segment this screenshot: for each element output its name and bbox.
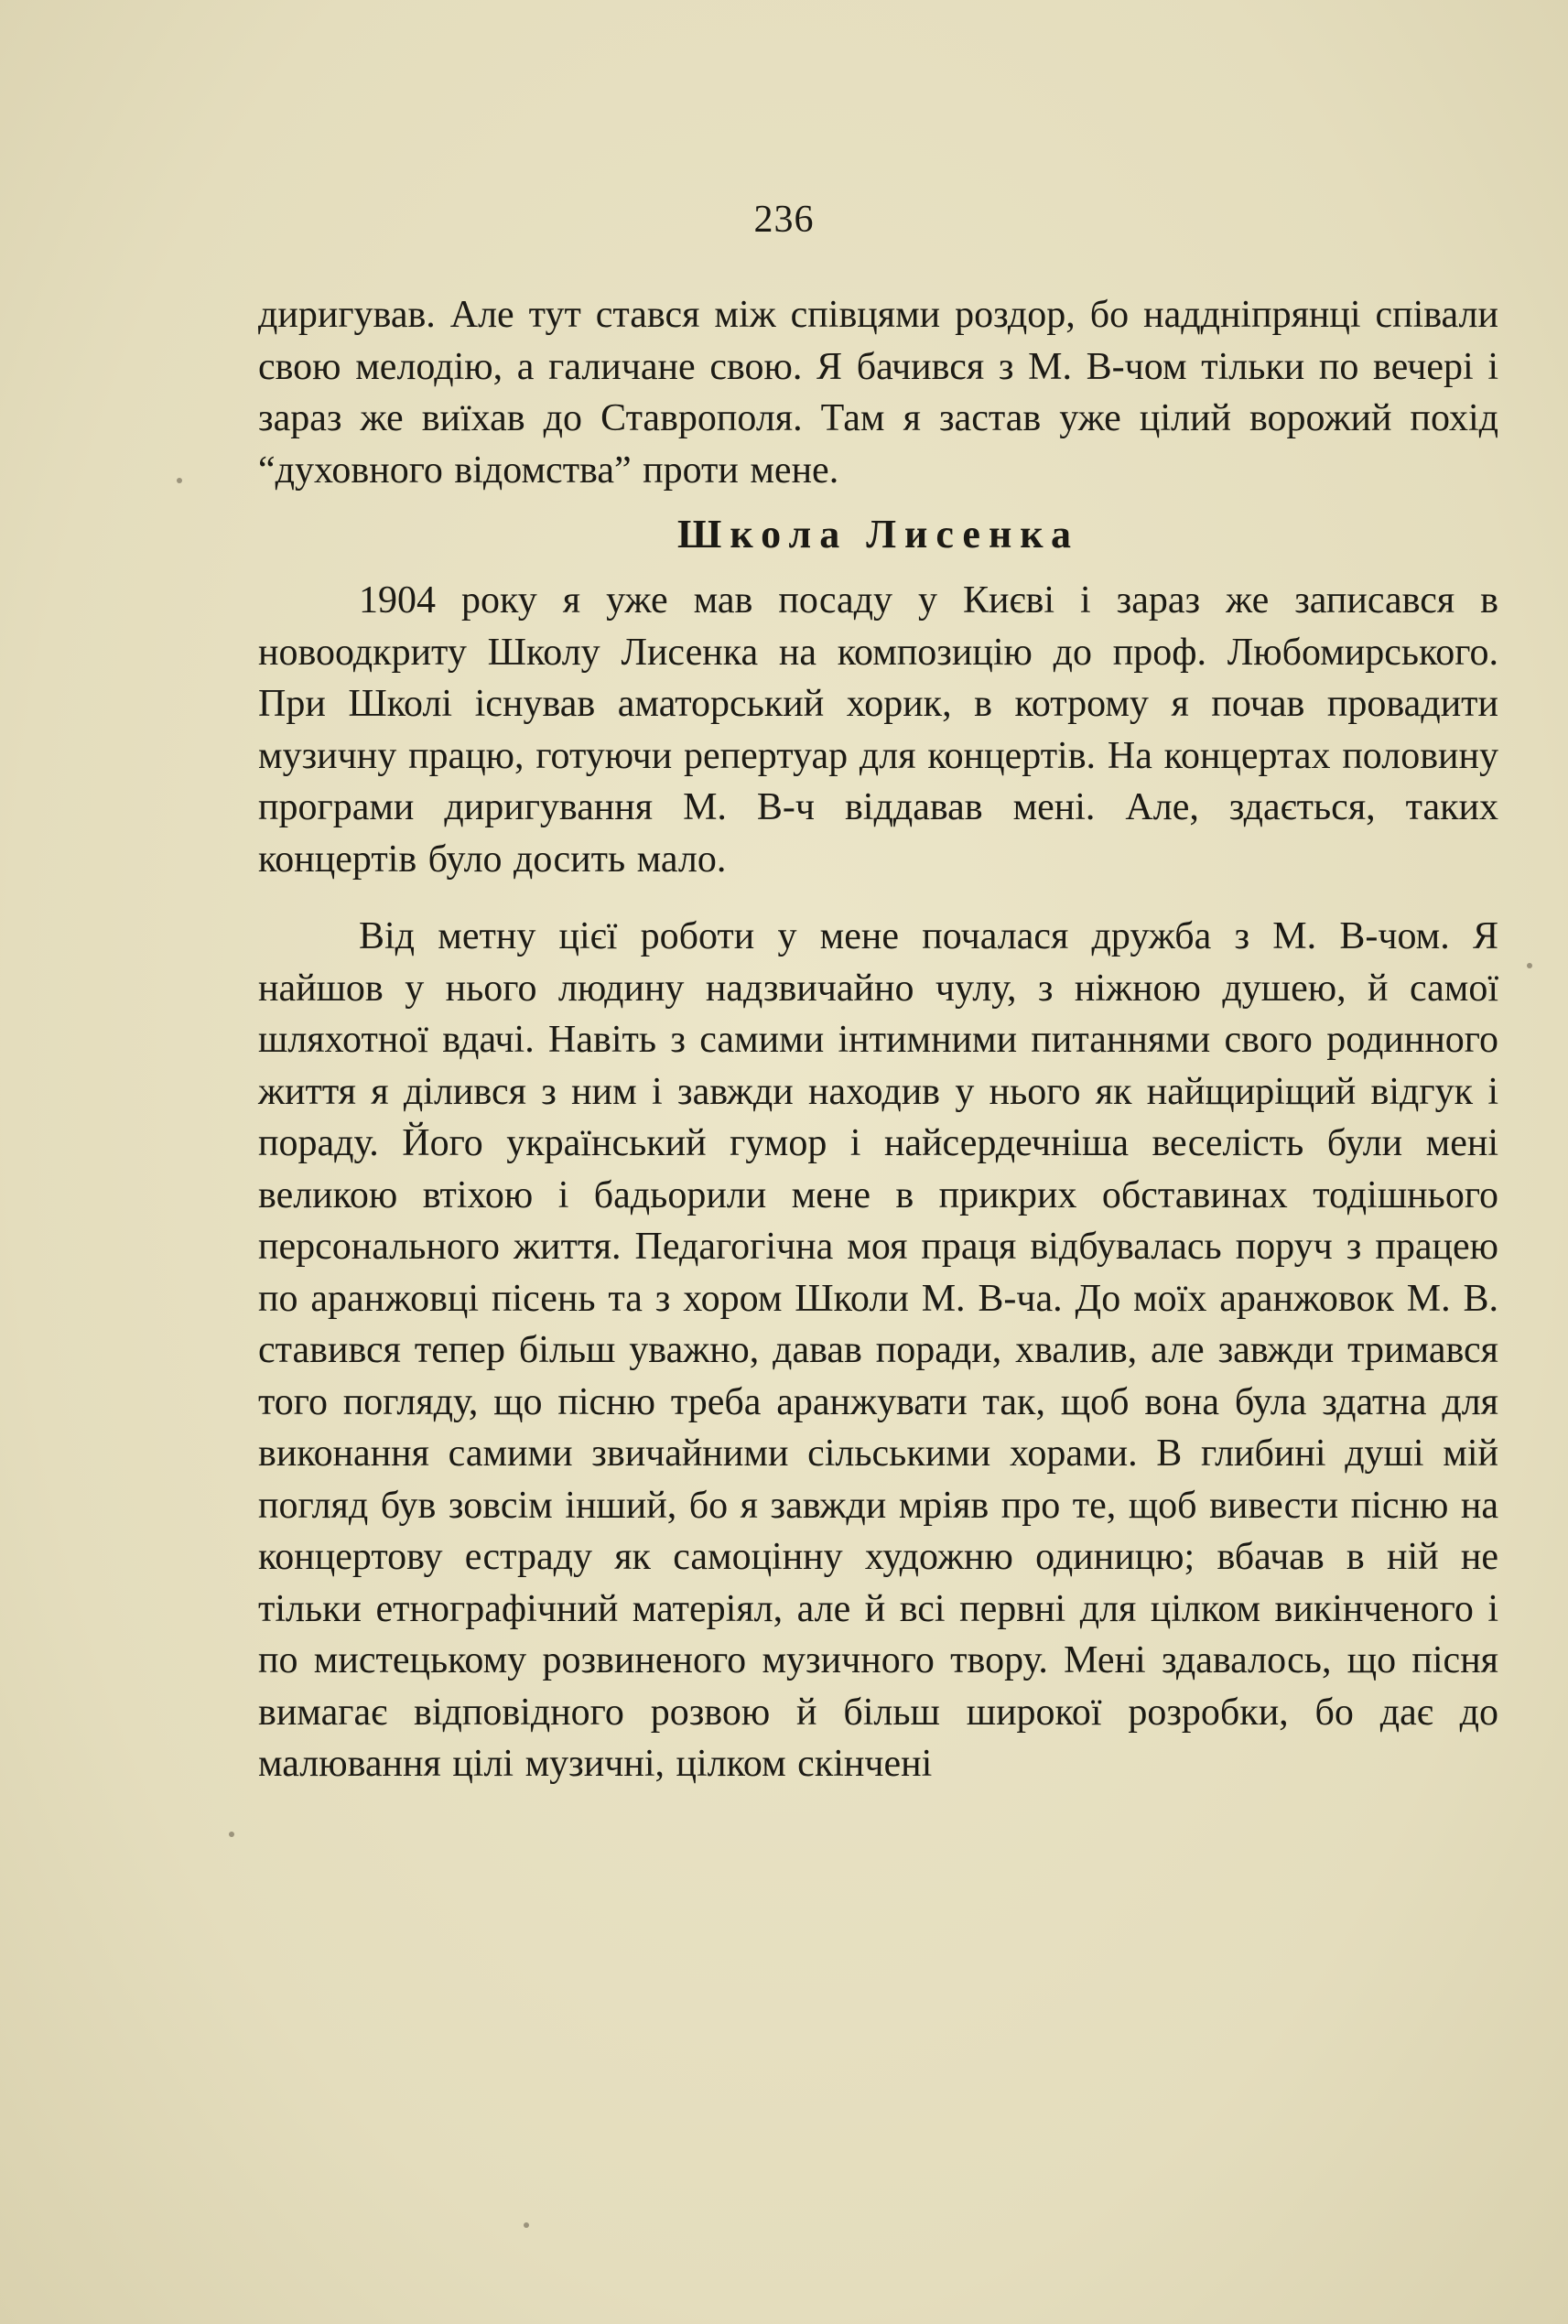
paper-speck — [524, 2222, 529, 2228]
section-heading: Школа Лисенка — [677, 512, 1079, 557]
text-column — [258, 289, 1498, 1790]
paper-speck — [177, 478, 182, 483]
page-number: 236 — [753, 199, 815, 241]
paper-speck — [229, 1832, 234, 1837]
paragraph-1: 1904 року я уже мав посаду у Києві і зараз же записався в новоодкриту Школу Лисенка на композицію до проф. Любомирського. При Школі існував аматорський хорик, в котрому я почав провадити музичну працю, готуючи репертуар для концертів. На концертах половину програми диригування М. В-ч віддавав мені. Але, здається, таких концертів було досить мало. — [258, 579, 1498, 881]
paper-speck — [1527, 963, 1532, 968]
paragraph-2: Від метну цієї роботи у мене почалася дружба з М. В-чом. Я найшов у нього людину надзвичайно чулу, з ніжною душею, й самої шляхотної вдачі. Навіть з самими інтимними питаннями свого родинного життя я ділився з ним і завжди находив у нього як найщиріщий відгук і пораду. Його український гумор і найсердечніша веселість були мені великою втіхою і бадьорили мене в прикрих обставинах тодішнього персонального життя. Педагогічна моя праця відбувалась поруч з працею по аранжовці пісень та з хором Школи М. В-ча. До моїх аранжовок М. В. ставився тепер більш уважно, давав поради, хвалив, але завжди тримався того погляду, що пісню треба аранжувати так, щоб вона була здатна для виконання самими звичайними сільськими хорами. В глибині душі мій погляд був зовсім інший, бо я завжди мріяв про те, щоб вивести пісню на концертову естраду як самоцінну художню одиницю; вбачав в ній не тільки етнографічний матеріял, але й всі первні для цілком викінченого і по мистецькому розвиненого музичного твору. Мені здавалось, що пісня вимагає відповідного розвою й більш широкої розробки, бо дає до малювання цілі музичні, цілком скінчені — [258, 915, 1498, 1785]
paragraph-gap — [258, 885, 1498, 911]
paragraph-continuation: диригував. Але тут стався між співцями роздор, бо наддніпрянці співали свою мелодію, а галичане свою. Я бачився з М. В-чом тільки по вечері і зараз же виїхав до Ставрополя. Там я застав уже цілий ворожий похід “духовного відомства” проти мене. — [258, 294, 1498, 492]
